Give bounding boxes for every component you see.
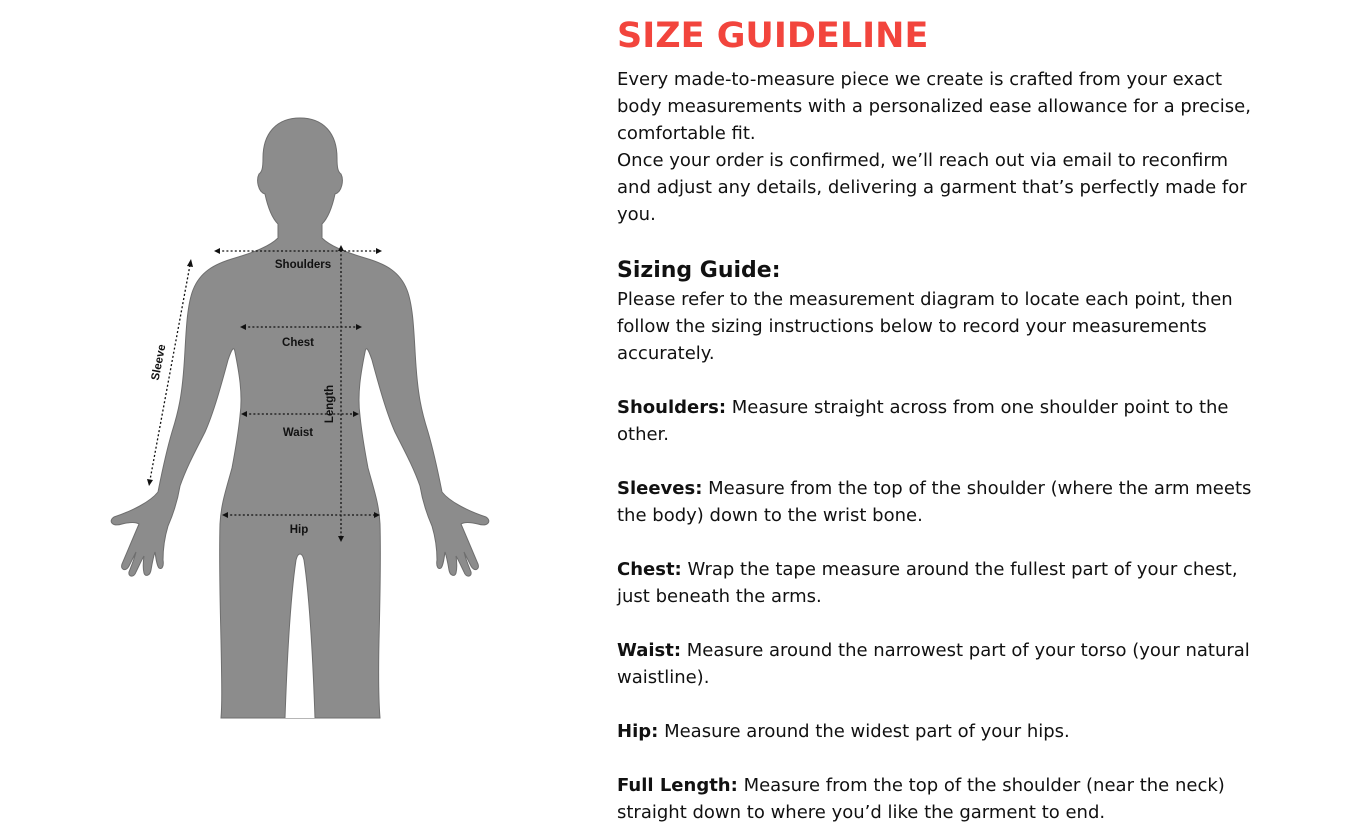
intro-paragraph-2: Once your order is confirmed, we’ll reach out via email to reconfirm and adjust any details, delivering a garment that’s perfectly made for you. (617, 150, 1247, 225)
hip-label: Hip (289, 524, 309, 536)
waist-label: Waist (282, 427, 314, 439)
shoulders-arrow-right (376, 248, 382, 254)
sleeve-arrow-top (187, 259, 193, 267)
chest-label: Chest (282, 337, 314, 349)
instruction-label: Hip: (617, 721, 659, 742)
instruction-sleeves (617, 475, 1257, 529)
shoulders-arrow-left (214, 248, 220, 254)
length-arrow-top (338, 245, 344, 251)
instruction-text: Measure from the top of the shoulder (where the arm meets the body) down to the wrist bone. (617, 478, 1252, 526)
body-measurement-diagram (0, 0, 600, 829)
length-label: Length (324, 384, 336, 424)
instruction-text: Measure around the widest part of your hips. (664, 721, 1070, 742)
sleeve-arrow-bottom (147, 479, 153, 486)
size-guide-content (617, 14, 1257, 826)
sleeve-label: Sleeve (149, 343, 169, 382)
body-silhouette (0, 0, 600, 829)
instruction-text: Measure straight across from one shoulder point to the other. (617, 397, 1229, 445)
instruction-label: Waist: (617, 640, 682, 661)
page-title: SIZE GUIDELINE (617, 16, 929, 56)
instruction-shoulders (617, 394, 1257, 448)
instruction-label: Full Length: (617, 775, 738, 796)
instruction-text: Measure around the narrowest part of your torso (your natural waistline). (617, 640, 1250, 688)
sizing-guide-description: Please refer to the measurement diagram to locate each point, then follow the sizing instructions below to record your measurements accurately. (617, 289, 1233, 364)
instruction-label: Shoulders: (617, 397, 727, 418)
instruction-text: Measure from the top of the shoulder (near the neck) straight down to where you’d like the garment to end. (617, 775, 1225, 823)
instruction-label: Sleeves: (617, 478, 703, 499)
instruction-waist (617, 637, 1257, 691)
instruction-label: Chest: (617, 559, 682, 580)
instruction-chest (617, 556, 1257, 610)
instruction-text: Wrap the tape measure around the fullest part of your chest, just beneath the arms. (617, 559, 1238, 607)
shoulders-label: Shoulders (274, 259, 332, 271)
intro-paragraph-1: Every made-to-measure piece we create is crafted from your exact body measurements with a personalized ease allowance for a precise, comfortable fit. (617, 69, 1251, 144)
instruction-hip (617, 718, 1257, 745)
sizing-guide-heading: Sizing Guide: (617, 258, 781, 283)
instruction-full-length (617, 772, 1257, 826)
